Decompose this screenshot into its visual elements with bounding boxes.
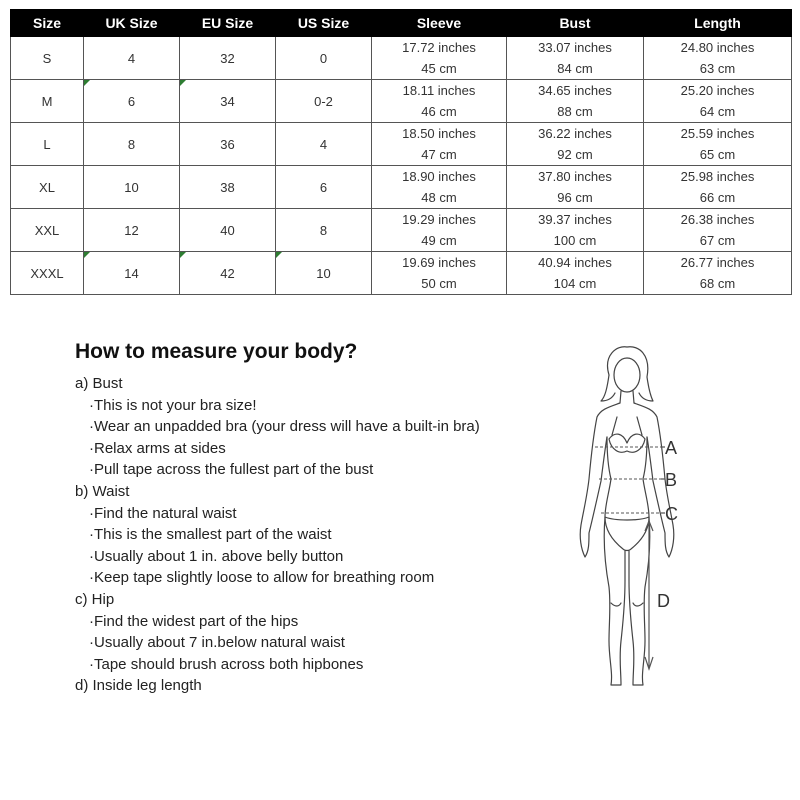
- bust-inches: 37.80 inches: [538, 169, 612, 184]
- bust-cm: 92 cm: [557, 147, 593, 162]
- size-chart-table: [10, 9, 792, 295]
- length-inches: 26.38 inches: [680, 212, 755, 227]
- header-size: Size: [11, 10, 84, 37]
- table-row: [11, 80, 792, 123]
- cell-eu-size: 34: [180, 80, 276, 123]
- label-b: B: [665, 470, 678, 490]
- bust-cm: 84 cm: [557, 61, 593, 76]
- cell-size: XXXL: [11, 252, 84, 295]
- length-cm: 65 cm: [699, 147, 736, 162]
- label-a: A: [665, 438, 678, 458]
- bust-inches: 36.22 inches: [538, 126, 612, 141]
- cell-sleeve: [372, 166, 507, 209]
- length-cm: 63 cm: [699, 61, 736, 76]
- bust-cm: 96 cm: [557, 190, 593, 205]
- table-row: [11, 123, 792, 166]
- cell-size: S: [11, 37, 84, 80]
- cell-size: XL: [11, 166, 84, 209]
- guide-item: ·Keep tape slightly loose to allow for breathing room: [89, 569, 435, 587]
- table-row: [11, 37, 792, 80]
- sleeve-inches: 19.69 inches: [402, 255, 476, 270]
- measurement-guide: [75, 373, 480, 697]
- cell-us-size: 0: [276, 37, 372, 80]
- sleeve-cm: 50 cm: [421, 276, 457, 291]
- sleeve-cm: 45 cm: [421, 61, 457, 76]
- table-row: [11, 252, 792, 295]
- cell-us-size: 10: [276, 252, 372, 295]
- cell-uk-size: 6: [84, 80, 180, 123]
- cell-us-size: 4: [276, 123, 372, 166]
- guide-section-bust: a) Bust: [75, 375, 123, 392]
- guide-section-inside-leg: d) Inside leg length: [75, 677, 202, 695]
- cell-uk-size: 12: [84, 209, 180, 252]
- sleeve-cm: 47 cm: [421, 147, 457, 162]
- bust-inches: 40.94 inches: [538, 255, 612, 270]
- sleeve-inches: 19.29 inches: [402, 212, 476, 227]
- guide-item: ·Usually about 7 in.below natural waist: [89, 634, 345, 652]
- label-d: D: [657, 591, 670, 611]
- cell-length: [644, 37, 792, 80]
- guide-item: ·Pull tape across the fullest part of the bust: [89, 461, 374, 479]
- guide-item: ·This is not your bra size!: [89, 396, 257, 414]
- cell-eu-size: 40: [180, 209, 276, 252]
- cell-sleeve: [372, 209, 507, 252]
- cell-length: [644, 123, 792, 166]
- cell-bust: [507, 37, 644, 80]
- table-row: [11, 209, 792, 252]
- header-bust: Bust: [507, 10, 644, 37]
- guide-title: How to measure your body?: [75, 340, 358, 363]
- guide-item: ·Find the widest part of the hips: [89, 612, 299, 630]
- length-cm: 66 cm: [699, 190, 736, 205]
- guide-item: ·Relax arms at sides: [89, 439, 226, 457]
- header-uk-size: UK Size: [84, 10, 180, 37]
- cell-eu-size: 38: [180, 166, 276, 209]
- cell-us-size: 6: [276, 166, 372, 209]
- cell-sleeve: [372, 37, 507, 80]
- cell-bust: [507, 80, 644, 123]
- bust-inches: 34.65 inches: [538, 83, 612, 98]
- cell-uk-size: 4: [84, 37, 180, 80]
- bust-inches: 39.37 inches: [538, 212, 612, 227]
- sleeve-cm: 48 cm: [421, 190, 457, 205]
- guide-item: ·Tape should brush across both hipbones: [89, 655, 364, 673]
- guide-item: ·This is the smallest part of the waist: [89, 526, 332, 544]
- body-measurement-figure-icon: [565, 345, 700, 705]
- cell-size: XXL: [11, 209, 84, 252]
- cell-uk-size: 14: [84, 252, 180, 295]
- cell-eu-size: 36: [180, 123, 276, 166]
- guide-item: ·Wear an unpadded bra (your dress will have a built-in bra): [89, 418, 480, 436]
- cell-size: M: [11, 80, 84, 123]
- length-inches: 25.59 inches: [680, 126, 755, 141]
- cell-length: [644, 166, 792, 209]
- length-cm: 64 cm: [699, 104, 736, 119]
- sleeve-cm: 49 cm: [421, 233, 457, 248]
- cell-length: [644, 252, 792, 295]
- header-length: Length: [644, 10, 792, 37]
- cell-eu-size: 42: [180, 252, 276, 295]
- sleeve-inches: 18.50 inches: [402, 126, 476, 141]
- cell-us-size: 0-2: [276, 80, 372, 123]
- cell-length: [644, 80, 792, 123]
- header-eu-size: EU Size: [180, 10, 276, 37]
- cell-us-size: 8: [276, 209, 372, 252]
- guide-section-waist: b) Waist: [75, 482, 130, 500]
- cell-bust: [507, 252, 644, 295]
- label-c: C: [665, 504, 678, 524]
- length-cm: 67 cm: [699, 233, 736, 248]
- length-inches: 24.80 inches: [680, 40, 755, 55]
- cell-uk-size: 10: [84, 166, 180, 209]
- cell-bust: [507, 209, 644, 252]
- cell-sleeve: [372, 252, 507, 295]
- bust-cm: 104 cm: [553, 276, 597, 291]
- table-header-row: [11, 10, 792, 37]
- bust-cm: 88 cm: [557, 104, 593, 119]
- sleeve-inches: 17.72 inches: [402, 40, 476, 55]
- cell-eu-size: 32: [180, 37, 276, 80]
- cell-bust: [507, 123, 644, 166]
- guide-item: ·Usually about 1 in. above belly button: [89, 547, 344, 565]
- guide-section-hip: c) Hip: [75, 590, 115, 608]
- cell-length: [644, 209, 792, 252]
- length-inches: 25.98 inches: [680, 169, 755, 184]
- sleeve-cm: 46 cm: [421, 104, 457, 119]
- guide-item: ·Find the natural waist: [89, 504, 237, 522]
- bust-cm: 100 cm: [553, 233, 597, 248]
- sleeve-inches: 18.11 inches: [402, 83, 476, 98]
- table-row: [11, 166, 792, 209]
- length-cm: 68 cm: [699, 276, 736, 291]
- header-sleeve: Sleeve: [372, 10, 507, 37]
- cell-size: L: [11, 123, 84, 166]
- bust-inches: 33.07 inches: [538, 40, 612, 55]
- length-inches: 26.77 inches: [680, 255, 755, 270]
- length-inches: 25.20 inches: [680, 83, 755, 98]
- cell-uk-size: 8: [84, 123, 180, 166]
- header-us-size: US Size: [276, 10, 372, 37]
- cell-sleeve: [372, 80, 507, 123]
- cell-sleeve: [372, 123, 507, 166]
- cell-bust: [507, 166, 644, 209]
- sleeve-inches: 18.90 inches: [402, 169, 476, 184]
